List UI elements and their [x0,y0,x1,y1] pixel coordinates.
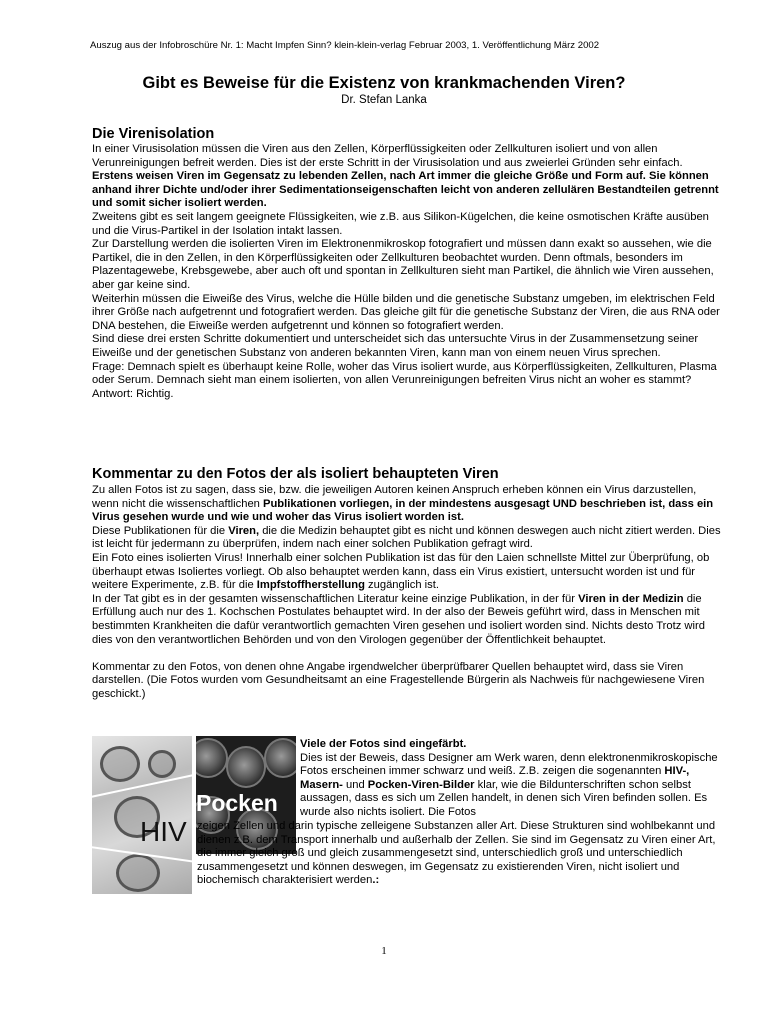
cell-shape [116,854,160,892]
paragraph: Sind diese drei ersten Schritte dokumentiert und unterscheidet sich das untersuchte Virus in der Zusammensetzung seiner Eiweiße und der genetischen Substanz von anderen bekannten Viren, kann man von einem neuen Virus sprechen. [92,333,699,359]
pocken-photo-label: Pocken [196,790,278,816]
text-run: klar, wie die Bildunterschriften schon selbst aussagen, dass es sich um Zellen handelt, in denen sich Viren befinden sollen. Es wurde also nichts isoliert. Die Fotos [300,778,708,818]
paragraph: Kommentar zu den Fotos, von denen ohne Angabe irgendwelcher überprüfbarer Quellen behauptet wird, dass sie Viren darstellen. (Die Fotos wurden vom Gesundheitsamt an eine Fragestellende Bürgerin als Nachweis für nachgewiesene Viren geschickt.) [92,660,705,700]
section-heading-kommentar: Kommentar zu den Fotos der als isoliert behaupteten Viren [92,466,499,482]
paragraph-bold: Erstens weisen Viren im Gegensatz zu lebenden Zellen, nach Art immer die gleiche Größe und Form auf. Sie können anhand ihrer Dichte und/oder ihrer Sedimentationseigenschaften leicht von anderen zellulären Bestandteilen getrennt und somit sicher isoliert werden. [92,170,719,210]
paragraph [92,484,722,525]
text-run: und [342,778,368,791]
paragraph: Zweitens gibt es seit langem geeignete Flüssigkeiten, wie z.B. aus Silikon-Kügelchen, die keine osmotischen Kräfte ausüben und die Virus-Partikel in der Isolation intakt lassen. [92,210,709,237]
page-number: 1 [381,945,387,957]
text-run: In der Tat gibt es in der gesamten wissenschaftlichen Literatur keine einzige Publikation, in der für [92,592,579,605]
paragraph: In einer Virusisolation müssen die Viren aus den Zellen, Körperflüssigkeiten oder Zellkulturen isoliert und von allen Verunreinigungen befreit werden. Dies ist der erste Schritt in der Virusisolation und aus zweierlei Gründen sehr einfach. [92,143,683,169]
text-run-bold: HIV-, Masern- [300,765,690,791]
photo-commentary [300,738,724,820]
page-header: Auszug aus der Infobroschüre Nr. 1: Macht Impfen Sinn? klein-klein-verlag Februar 2003, 1. Veröffentlichung März 2002 [90,40,600,51]
virus-blob [196,738,228,778]
text-run-bold: Impfstoffherstellung [256,579,365,592]
text-run: Dies ist der Beweis, dass Designer am Werk waren, denn elektronenmikroskopische Fotos erscheinen immer schwarz und weiß. Z.B. zeigen die sogenannten [300,751,718,778]
paragraph: Zur Darstellung werden die isolierten Viren im Elektronenmikroskop fotografiert und müssen dann exakt so aussehen, wie die Partikel, die in den Zellen, in den Körperflüssigkeiten oder Zellkulturen beobachtet wurden. Denn oftmals, besonders im Plazentagewebe, Krebsgewebe, aber auch oft und spontan in Zellkulturen sieht man Partikel, die ähnlich wie Viren aussehen, aber gar keine sind. [92,238,714,291]
text-run: zeigen Zellen und darin typische zelleigene Substanzen aller Art. Diese Strukturen sind wohlbekannt und dienen z.B. dem Transport innerhalb und außerhalb der Zellen. Sie sind im Gegensatz zu Viren einer Art, die immer gleich groß und gleich zusammengesetzt sind, unterschiedlich groß und unterschiedlich zusammengesetzt und können deswegen, im Gegensatz zu existierenden Viren, nicht isoliert und biochemisch charakterisiert werden [197,820,716,887]
text-run: Ein Foto eines isolierten Virus! Innerhalb einer solchen Publikation ist das für den Laien schnellste Mittel zur Überprüfung, ob überhaupt etwas Isoliertes vorliegt. Ob also behauptet werden kann, dass ein Virus existiert, untersucht worden ist und für weitere Experimente, z.B. für die [92,551,710,592]
text-run-bold: .: [372,874,380,887]
hiv-photo-label: HIV [140,816,187,847]
paragraph: Weiterhin müssen die Eiweiße des Virus, welche die Hülle bilden und die genetische Substanz umgeben, im elektrischen Feld ihrer Größe nach aufgetrennt und fotografiert werden. Das gleiche gilt für die genetische Substanz der Viren, die aus RNA oder DNA bestehen, die Eiweiße werden aufgetrennt und können so fotografiert werden. [92,292,720,332]
text-run-bold: Publikationen vorliegen, in der mindestens ausgesagt UND beschrieben ist, dass ein Virus gesehen wurde und wie und woher das Virus isoliert worden ist. [92,497,714,524]
virus-blob [264,738,296,778]
text-run: Diese Publikationen für die [92,524,229,537]
text-run-bold: Viren in der Medizin [578,592,684,605]
text-run: die die Medizin behauptet gibt es nicht und können deswegen auch nicht zitiert werden. Dies ist leicht für jedermann zu überprüfen, indem nach einer solchen Publikation gefragt wird. [92,524,721,551]
hiv-photo [92,736,192,894]
author-name: Dr. Stefan Lanka [341,94,427,106]
paragraph [92,552,722,593]
text-run: zugänglich ist. [364,579,439,592]
section-kommentar-body [92,484,722,702]
paragraph [92,593,722,647]
document-title: Gibt es Beweise für die Existenz von krankmachenden Viren? [142,74,626,92]
photo-commentary-heading: Viele der Fotos sind eingefärbt. [300,738,467,750]
section-heading-virenisolation: Die Virenisolation [92,126,215,142]
paragraph: Frage: Demnach spielt es überhaupt keine Rolle, woher das Virus isoliert wurde, aus Körperflüssigkeiten, Zellkulturen, Plasma oder Serum. Demnach sieht man einem isolierten, von allen Verunreinigungen befreiten Virus nicht an woher es stammt? Antwort: Richtig. [92,360,717,400]
text-run: die Erfüllung auch nur des 1. Kochschen Postulates behauptet wird. In der also der Beweis geführt wird, dass in Menschen mit bestimmten Krankheiten die dafür verantwortlich gemachten Viren gesehen und isoliert worden sind. Nichts desto Trotz wird dies von den verantwortlichen Behörden und von den Virologen gegenüber der Öffentlichkeit behauptet. [92,592,705,646]
text-run-bold: Pocken-Viren-Bilder [367,778,475,791]
virus-blob [226,746,266,788]
paragraph [197,820,724,888]
cell-shape [148,750,176,778]
photo-commentary-continued [197,820,724,888]
paragraph [300,752,724,820]
cell-shape [100,746,140,782]
text-run-bold: Viren, [228,524,260,537]
paragraph [92,525,722,552]
text-run: Zu allen Fotos ist zu sagen, dass sie, bzw. die jeweiligen Autoren keinen Anspruch erheben können ein Virus darzustellen, wenn nicht die wissenschaftlichen [92,484,697,510]
section-virenisolation-body [92,143,722,401]
paragraph-gap [92,647,722,661]
